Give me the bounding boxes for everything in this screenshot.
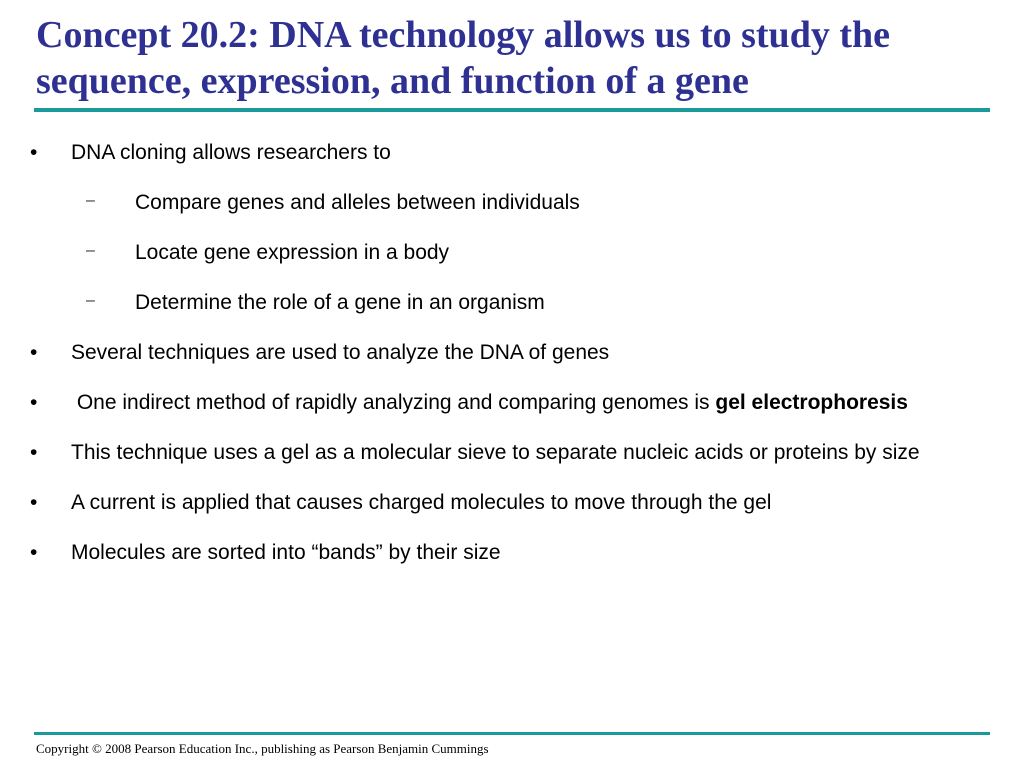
bullet-text: Several techniques are used to analyze the DNA of genes	[71, 341, 610, 364]
sub-bullet-item	[30, 238, 990, 268]
slide-title: Concept 20.2: DNA technology allows us to study the sequence, expression, and function of a gene	[36, 14, 890, 102]
footer-divider	[34, 732, 990, 735]
sub-bullet-item	[30, 188, 990, 218]
sub-bullet-text: Compare genes and alleles between individuals	[135, 191, 580, 214]
sub-bullet-item	[30, 288, 990, 318]
bullet-item	[30, 438, 990, 468]
bullet-marker: •	[30, 141, 38, 164]
bullet-item	[30, 338, 990, 368]
copyright-footer: Copyright © 2008 Pearson Education Inc., publishing as Pearson Benjamin Cummings	[36, 741, 489, 756]
sub-bullet-marker: –	[86, 192, 95, 209]
sub-bullet-text: Locate gene expression in a body	[135, 241, 450, 264]
bullet-marker: •	[30, 441, 38, 464]
bullet-text: Molecules are sorted into “bands” by their size	[71, 541, 501, 564]
bullet-marker: •	[30, 391, 38, 414]
bullet-marker: •	[30, 341, 38, 364]
slide-body	[30, 138, 990, 588]
bullet-text: This technique uses a gel as a molecular sieve to separate nucleic acids or proteins by size	[71, 441, 920, 464]
bullet-text: DNA cloning allows researchers to	[71, 141, 391, 164]
bullet-item	[30, 138, 990, 168]
title-divider	[34, 108, 990, 112]
bullet-item	[30, 488, 990, 518]
bullet-marker: •	[30, 491, 38, 514]
bullet-text: A current is applied that causes charged molecules to move through the gel	[71, 491, 772, 514]
bullet-item	[30, 388, 990, 418]
bullet-text: One indirect method of rapidly analyzing and comparing genomes is	[76, 391, 716, 414]
sub-bullet-marker: –	[86, 292, 95, 309]
bullet-item	[30, 538, 990, 568]
bullet-marker: •	[30, 541, 38, 564]
sub-bullet-text: Determine the role of a gene in an organism	[135, 291, 545, 314]
bold-term: gel electrophoresis	[715, 391, 908, 414]
sub-bullet-marker: –	[86, 242, 95, 259]
